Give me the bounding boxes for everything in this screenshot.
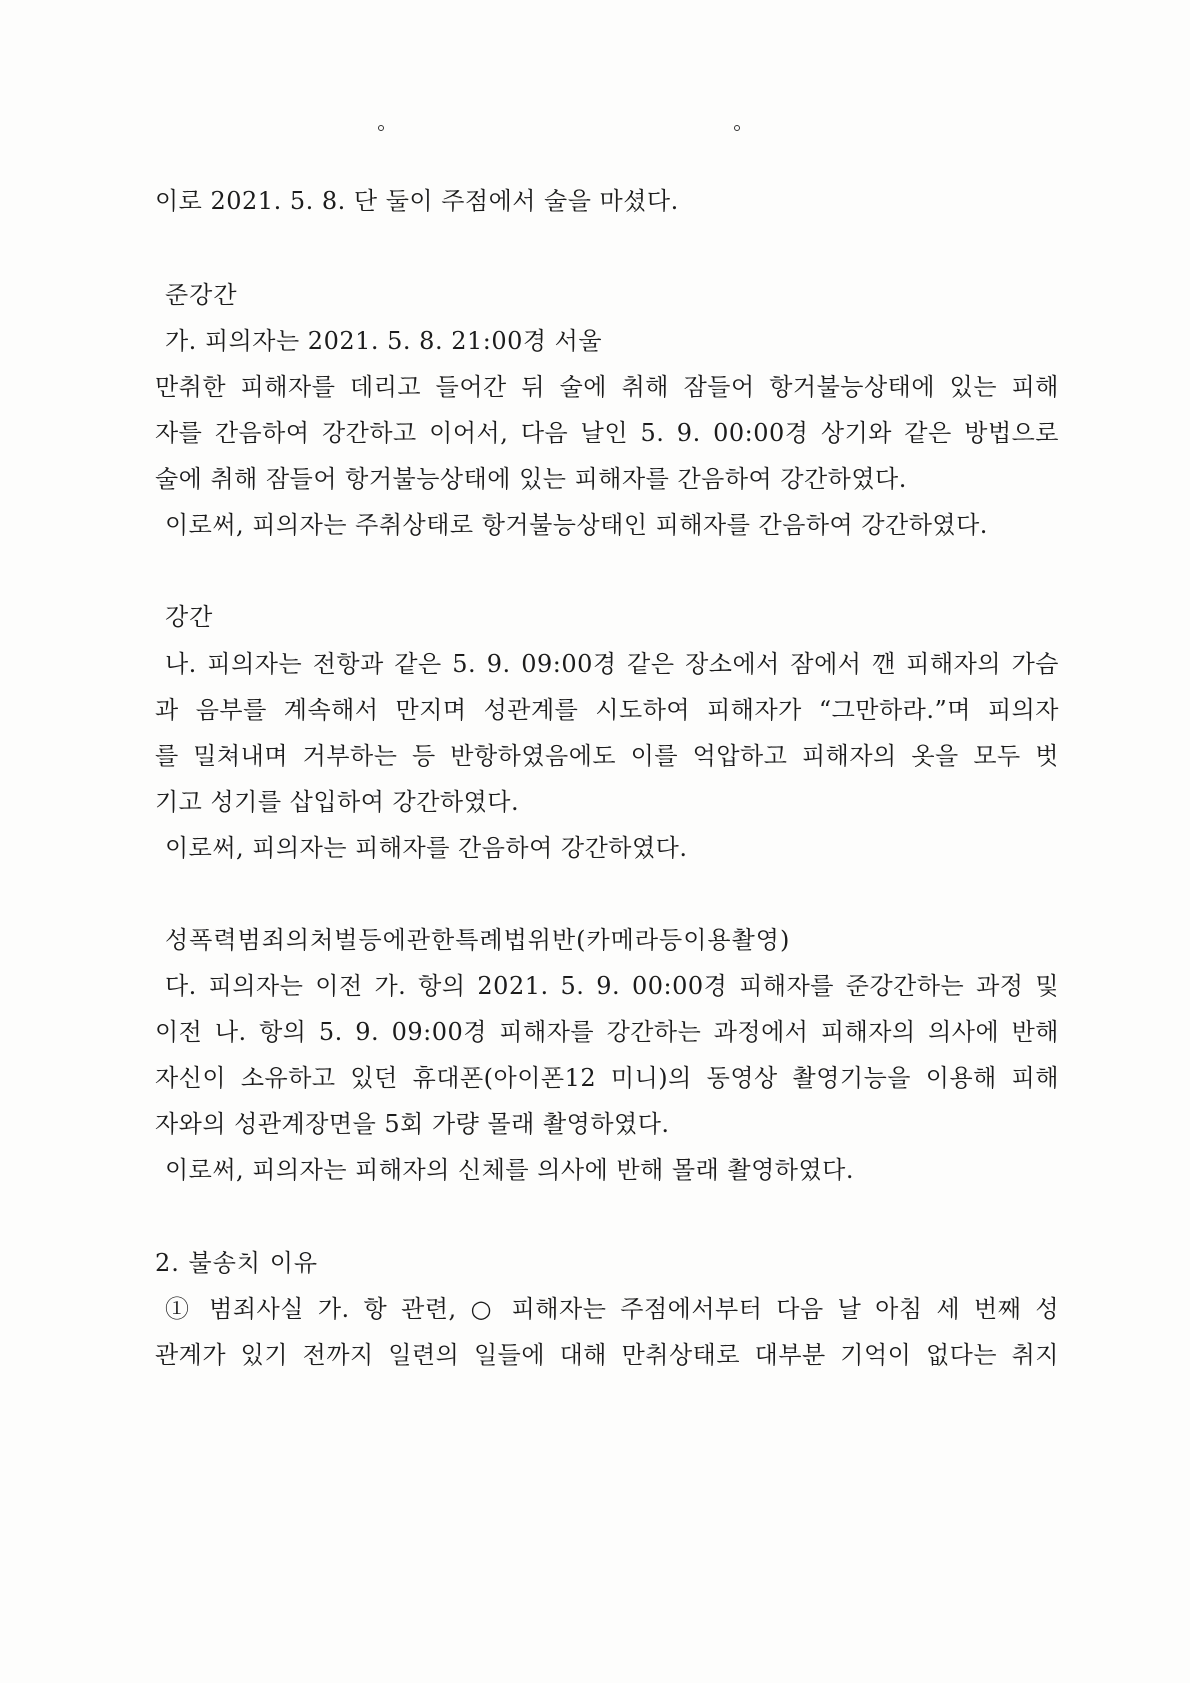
section-heading: 준강간 [165,281,238,309]
body-line: 자와의 성관계장면을 5회 가량 몰래 촬영하였다. [155,1110,670,1138]
redaction-mark [734,125,740,131]
body-line: 자를 간음하여 강간하고 이어서, 다음 날인 5. 9. 00:00경 상기와 같은 방법으로 [155,419,1059,447]
body-line: 를 밀쳐내며 거부하는 등 반항하였음에도 이를 억압하고 피해자의 옷을 모두 벗 [155,742,1059,770]
body-line: 기고 성기를 삽입하여 강간하였다. [155,788,520,816]
body-line: 이로써, 피의자는 피해자를 간음하여 강간하였다. [165,834,688,862]
body-line: 이전 나. 항의 5. 9. 09:00경 피해자를 강간하는 과정에서 피해자의 의사에 반해 [155,1018,1059,1046]
body-line: 이로써, 피의자는 피해자의 신체를 의사에 반해 몰래 촬영하였다. [165,1156,854,1184]
body-line: 과 음부를 계속해서 만지며 성관계를 시도하여 피해자가 “그만하라.”며 피의자 [155,696,1059,724]
body-line: 술에 취해 잠들어 항거불능상태에 있는 피해자를 간음하여 강간하였다. [155,465,907,493]
body-line: 만취한 피해자를 데리고 들어간 뒤 술에 취해 잠들어 항거불능상태에 있는 피해 [155,373,1059,401]
body-line: ① 범죄사실 가. 항 관련, ○ 피해자는 주점에서부터 다음 날 아침 세 번째 성 [165,1295,1059,1323]
body-line: 가. 피의자는 2021. 5. 8. 21:00경 서울 [165,327,603,355]
body-line: 자신이 소유하고 있던 휴대폰(아이폰12 미니)의 동영상 촬영기능을 이용해 피해 [155,1064,1059,1092]
body-line: 관계가 있기 전까지 일련의 일들에 대해 만취상태로 대부분 기억이 없다는 취지 [155,1341,1059,1369]
body-line: 이로써, 피의자는 주취상태로 항거불능상태인 피해자를 간음하여 강간하였다. [165,511,988,539]
redaction-mark [378,125,384,131]
section-heading: 강간 [165,603,214,631]
body-line: 나. 피의자는 전항과 같은 5. 9. 09:00경 같은 장소에서 잠에서 깬 피해자의 가슴 [165,650,1059,678]
body-line: 다. 피의자는 이전 가. 항의 2021. 5. 9. 00:00경 피해자를 준강간하는 과정 및 [165,972,1059,1000]
section-heading: 2. 불송치 이유 [155,1249,319,1277]
section-heading: 성폭력범죄의처벌등에관한특례법위반(카메라등이용촬영) [165,926,791,954]
body-line: 이로 2021. 5. 8. 단 둘이 주점에서 술을 마셨다. [155,187,679,215]
